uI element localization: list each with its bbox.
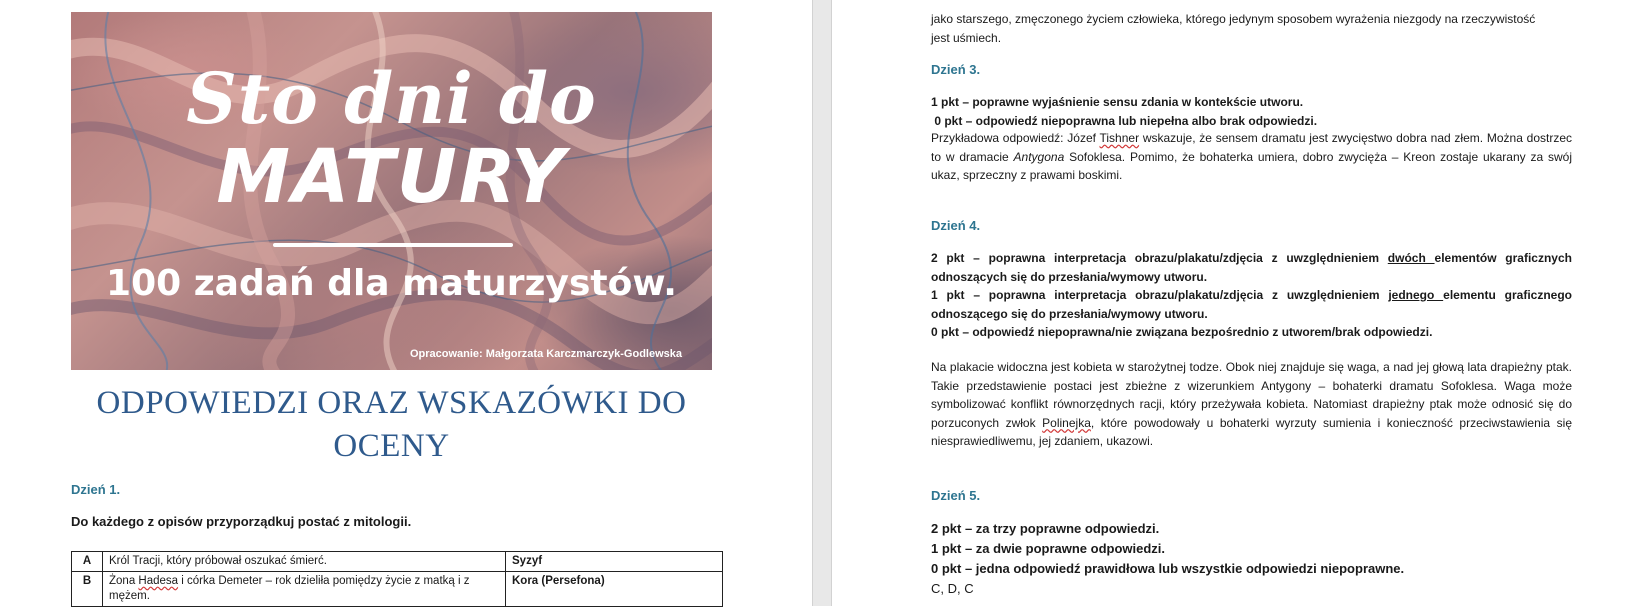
text: elementu graficznego odnoszącego się do przesłania/wymowy utworu.: [931, 288, 1572, 321]
cover-divider: [273, 243, 513, 247]
desc-text: Żona: [109, 575, 139, 587]
paragraph-line: jako starszego, zmęczonego życiem człowieka, którego jedynym sposobem wyrażenia niezgody na rzeczywistość: [931, 12, 1536, 26]
underlined-word: jednego: [1388, 288, 1444, 302]
day-2-tail-paragraph: [931, 10, 1572, 47]
day-3-criteria: [931, 93, 1572, 130]
heading-day-3: Dzień 3.: [931, 62, 981, 77]
cover-title-line2: MATURY: [216, 134, 567, 220]
text: Na plakacie widoczna jest kobieta w starożytnej todze. Obok niej znajduje się waga, a nad jej głową lata drapieżny ptak. Takie przedstawienie postaci jest zbieżne z wizerunkiem Antygony – bohaterki dramatu Sofoklesa. Waga może symbolizować konflikt równorzędnych racji, który przeżywała kobieta. Natomiast drapieżny ptak może odnosić się do porzuconych zwłok: [931, 360, 1572, 430]
matching-table: [71, 551, 723, 607]
day-4-criteria: [931, 249, 1572, 342]
text: Przykładowa odpowiedź: Józef: [931, 131, 1100, 145]
criterion-0pt: 0 pkt – jedna odpowiedź prawidłowa lub wszystkie odpowiedzi niepoprawne.: [931, 561, 1405, 576]
text: Sofoklesa. Pomimo, że bohaterka umiera, dobro zwycięża – Kreon zostaje ukarany za swój ukaz, sprzeczny z prawami boskimi.: [931, 149, 1572, 182]
row-description: [103, 572, 506, 607]
text: wskazuje, że sensem dramatu jest zwycięstwo dobra nad złem. Można dostrzec to w dramacie: [931, 131, 1572, 164]
cover-title-line1: Sto dni do: [186, 57, 597, 140]
table-row: [72, 572, 723, 607]
row-answer: Kora (Persefona): [506, 572, 723, 607]
criterion-0pt: 0 pkt – odpowiedź niepoprawna/nie związana bezpośrednio z utworem/brak odpowiedzi.: [931, 325, 1433, 339]
desc-text: i córka Demeter – rok dzieliła pomiędzy życie z matką i z mężem.: [109, 575, 470, 602]
day-3-example-answer: [931, 129, 1572, 185]
page-gap: [812, 0, 832, 606]
day-5-criteria: [931, 519, 1572, 579]
heading-day-5: Dzień 5.: [931, 488, 981, 503]
italic-title: Antygona: [1013, 149, 1065, 164]
table-row: [72, 552, 723, 572]
criterion-1pt: 1 pkt – poprawne wyjaśnienie sensu zdania w kontekście utworu.: [931, 95, 1304, 109]
paragraph-line: jest uśmiech.: [931, 30, 1002, 45]
day-1-question: Do każdego z opisów przyporządkuj postać z mitologii.: [71, 514, 412, 529]
row-answer: Syzyf: [506, 552, 723, 572]
criterion-1pt: [931, 286, 1572, 323]
heading-day-4: Dzień 4.: [931, 218, 981, 233]
heading-day-1: Dzień 1.: [71, 482, 121, 497]
criterion-1pt: 1 pkt – za dwie poprawne odpowiedzi.: [931, 541, 1166, 556]
text: 2 pkt – poprawna interpretacja obrazu/plakatu/zdjęcia z uwzględnieniem: [931, 251, 1388, 265]
text: elementów graficznych odnoszących się do przesłania/wymowy utworu.: [931, 251, 1572, 284]
row-letter: B: [72, 572, 103, 607]
row-letter: A: [72, 552, 103, 572]
text: , które powodowały u bohaterki wyrzuty sumienia i konieczność przeciwstawienia się niesprawiedliwemu, jej zdaniem, ukazowi.: [931, 415, 1572, 448]
spelling-flagged-word: Hadesa: [138, 575, 179, 587]
criterion-2pt: 2 pkt – za trzy poprawne odpowiedzi.: [931, 521, 1160, 536]
row-description: Król Tracji, który próbował oszukać śmierć.: [103, 552, 506, 572]
underlined-word: dwóch: [1387, 251, 1435, 265]
day-4-paragraph: [931, 358, 1572, 451]
day-5-answers: C, D, C: [931, 581, 974, 596]
criterion-2pt: [931, 249, 1572, 286]
text: 1 pkt – poprawna interpretacja obrazu/plakatu/zdjęcia z uwzględnieniem: [931, 288, 1389, 302]
cover-image: [71, 12, 712, 370]
document-title: ODPOWIEDZI ORAZ WSKAZÓWKI DO OCENY: [96, 385, 687, 464]
criterion-0pt: 0 pkt – odpowiedź niepoprawna lub niepełna albo brak odpowiedzi.: [931, 113, 1318, 128]
cover-credit: Opracowanie: Małgorzata Karczmarczyk-Godlewska: [409, 348, 682, 360]
spelling-flagged-word: Tishner: [1099, 131, 1140, 145]
spelling-flagged-word: Polinejka: [1042, 415, 1091, 430]
cover-subtitle: 100 zadań dla maturzystów.: [106, 263, 677, 304]
